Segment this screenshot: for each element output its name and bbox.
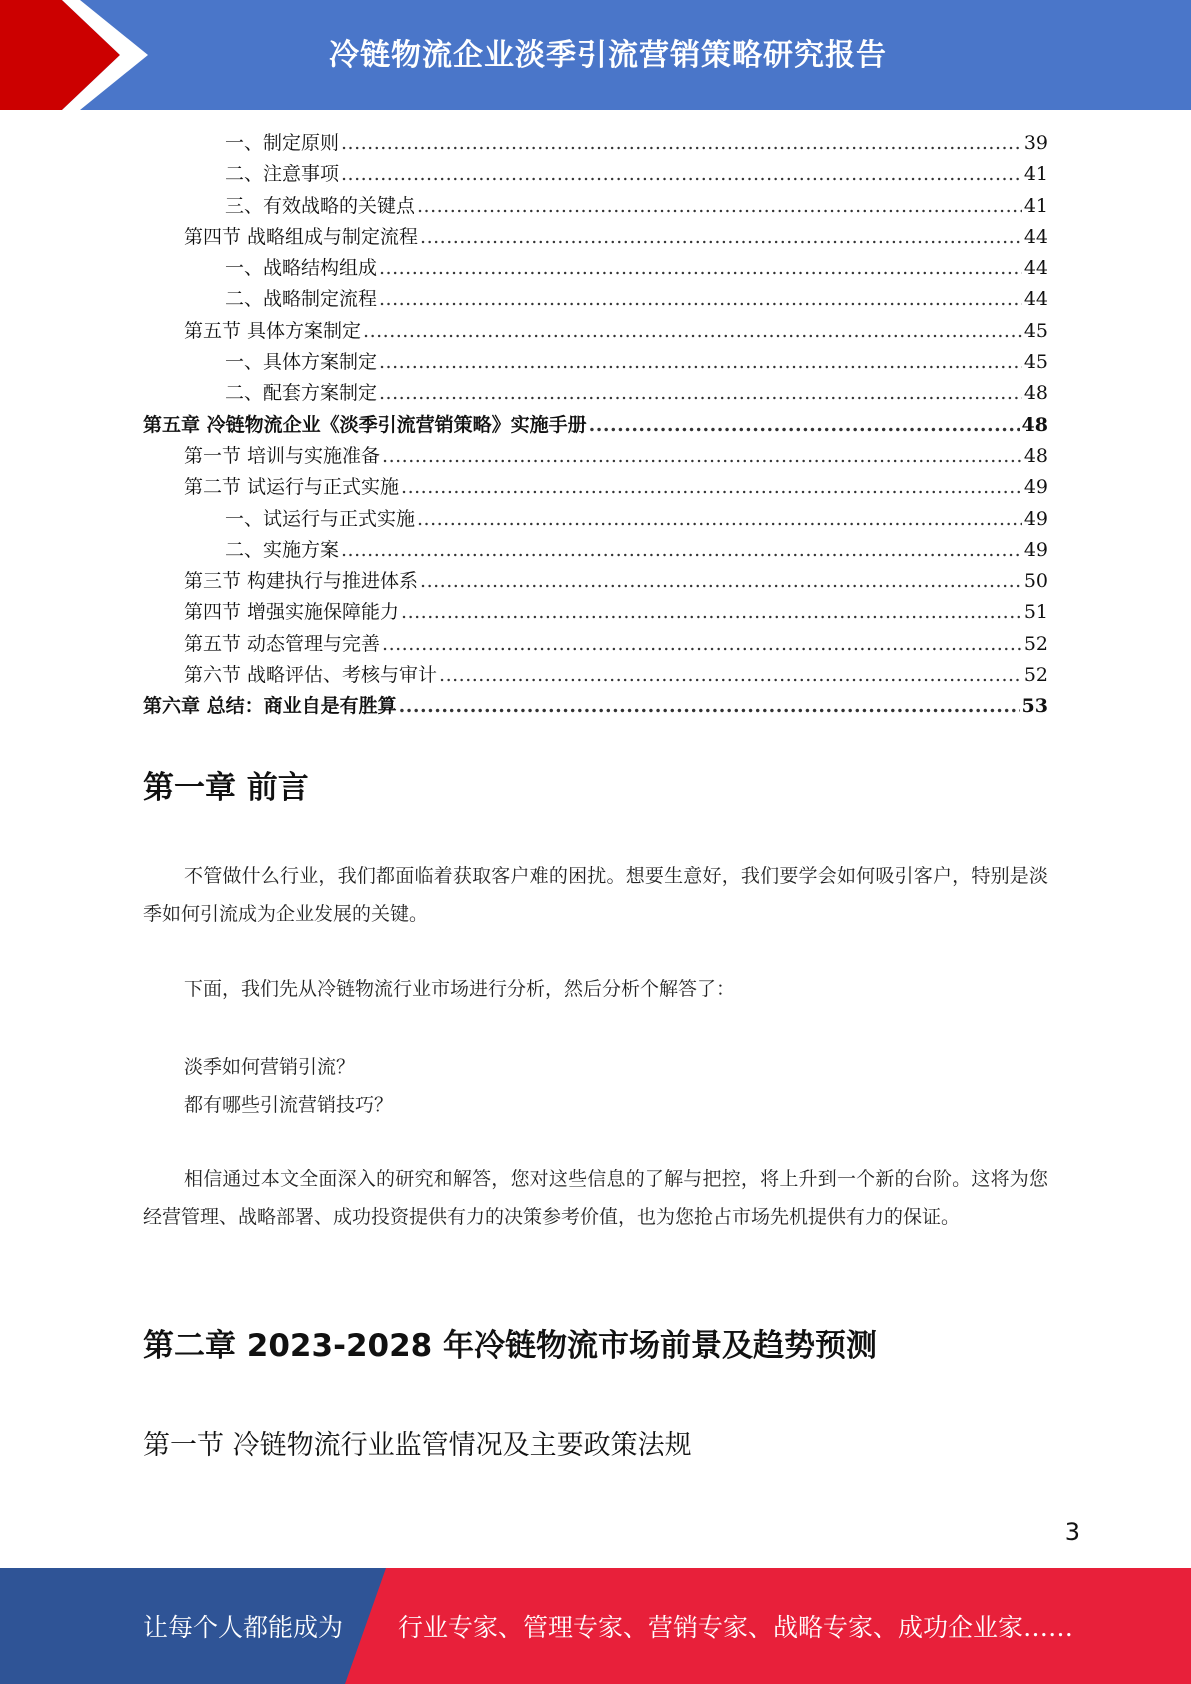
toc-entry-page: 49 bbox=[1023, 476, 1048, 499]
toc-entry-page: 48 bbox=[1021, 413, 1048, 436]
toc-entry-page: 44 bbox=[1023, 257, 1048, 280]
toc-entry-page: 44 bbox=[1023, 288, 1048, 311]
toc-entry-page: 48 bbox=[1023, 382, 1048, 405]
toc-entry[interactable] bbox=[143, 159, 1048, 190]
toc-entry[interactable] bbox=[143, 660, 1048, 691]
toc-entry[interactable] bbox=[143, 597, 1048, 628]
report-title: 冷链物流企业淡季引流营销策略研究报告 bbox=[329, 38, 887, 73]
toc-leader-dots bbox=[417, 191, 1022, 222]
toc-chapter-entry[interactable] bbox=[143, 410, 1048, 441]
toc-leader-dots bbox=[401, 597, 1022, 628]
toc-entry[interactable] bbox=[143, 629, 1048, 660]
toc-leader-dots bbox=[399, 691, 1020, 722]
toc-leader-dots bbox=[420, 222, 1022, 253]
intro-paragraph-3: 相信通过本文全面深入的研究和解答，您对这些信息的了解与把控，将上升到一个新的台阶。这将为您经营管理、战略部署、成功投资提供有力的决策参考价值，也为您抢占市场先机提供有力的保证。 bbox=[143, 1168, 1048, 1228]
intro-paragraph-2: 下面，我们先从冷链物流行业市场进行分析，然后分析个解答了： bbox=[184, 978, 736, 1000]
toc-entry-label: 第二节 试运行与正式实施 bbox=[184, 476, 400, 499]
toc-leader-dots bbox=[589, 410, 1020, 441]
section-1-heading: 第一节 冷链物流行业监管情况及主要政策法规 bbox=[143, 1430, 692, 1461]
toc-entry-label: 第四节 战略组成与制定流程 bbox=[184, 225, 419, 248]
question-line-2: 都有哪些引流营销技巧？ bbox=[184, 1094, 394, 1116]
toc-entry[interactable] bbox=[143, 347, 1048, 378]
toc-entry-label: 第一节 培训与实施准备 bbox=[184, 444, 381, 467]
toc-leader-dots bbox=[341, 535, 1022, 566]
toc-entry-page: 48 bbox=[1023, 444, 1048, 467]
toc-leader-dots bbox=[382, 629, 1022, 660]
toc-entry[interactable] bbox=[143, 535, 1048, 566]
toc-leader-dots bbox=[341, 128, 1022, 159]
page-number: 3 bbox=[1064, 1518, 1080, 1546]
toc-leader-dots bbox=[379, 253, 1022, 284]
toc-chapter-entry[interactable] bbox=[143, 691, 1048, 722]
toc-entry-label: 第四节 增强实施保障能力 bbox=[184, 601, 400, 624]
toc-entry-label: 第五节 动态管理与完善 bbox=[184, 632, 381, 655]
toc-entry[interactable] bbox=[143, 191, 1048, 222]
toc-entry[interactable] bbox=[143, 128, 1048, 159]
toc-entry-label: 第五章 冷链物流企业《淡季引流营销策略》实施手册 bbox=[143, 413, 587, 436]
toc-entry-page: 49 bbox=[1023, 507, 1048, 530]
toc-entry-page: 50 bbox=[1023, 570, 1048, 593]
toc-entry-label: 第五节 具体方案制定 bbox=[184, 319, 362, 342]
toc-entry[interactable] bbox=[143, 378, 1048, 409]
toc-entry-page: 52 bbox=[1023, 664, 1048, 687]
chapter-2-heading: 第二章 2023-2028 年冷链物流市场前景及趋势预测 bbox=[143, 1328, 878, 1364]
toc-leader-dots bbox=[379, 284, 1022, 315]
toc-entry-page: 53 bbox=[1021, 695, 1048, 718]
toc-entry[interactable] bbox=[143, 253, 1048, 284]
toc-entry-label: 一、试运行与正式实施 bbox=[225, 507, 416, 530]
toc-leader-dots bbox=[341, 159, 1022, 190]
toc-leader-dots bbox=[379, 378, 1022, 409]
toc-entry-page: 41 bbox=[1023, 163, 1048, 186]
toc-entry-label: 二、战略制定流程 bbox=[225, 288, 378, 311]
toc-leader-dots bbox=[379, 347, 1022, 378]
chapter-1-heading: 第一章 前言 bbox=[143, 770, 309, 806]
question-line-1: 淡季如何营销引流？ bbox=[184, 1056, 356, 1078]
toc-entry[interactable] bbox=[143, 222, 1048, 253]
toc-entry[interactable] bbox=[143, 441, 1048, 472]
toc-entry-label: 二、注意事项 bbox=[225, 163, 340, 186]
table-of-contents bbox=[143, 128, 1048, 723]
footer-slogan-left: 让每个人都能成为 bbox=[143, 1613, 344, 1642]
toc-entry-label: 第六节 战略评估、考核与审计 bbox=[184, 664, 438, 687]
toc-entry[interactable] bbox=[143, 284, 1048, 315]
toc-leader-dots bbox=[363, 316, 1022, 347]
toc-entry-label: 第六章 总结：商业自是有胜算 bbox=[143, 695, 397, 718]
toc-entry-page: 39 bbox=[1023, 132, 1048, 154]
toc-entry-label: 一、战略结构组成 bbox=[225, 257, 378, 280]
intro-paragraph-1: 不管做什么行业，我们都面临着获取客户难的困扰。想要生意好，我们要学会如何吸引客户，特别是淡季如何引流成为企业发展的关键。 bbox=[143, 865, 1048, 925]
toc-entry[interactable] bbox=[143, 472, 1048, 503]
toc-entry-label: 二、实施方案 bbox=[225, 538, 340, 561]
toc-entry[interactable] bbox=[143, 316, 1048, 347]
toc-entry-page: 44 bbox=[1023, 225, 1048, 248]
toc-entry-page: 41 bbox=[1023, 194, 1048, 217]
footer-slogan-right: 行业专家、管理专家、营销专家、战略专家、成功企业家…… bbox=[398, 1613, 1074, 1642]
toc-entry-page: 45 bbox=[1023, 319, 1048, 342]
toc-leader-dots bbox=[420, 566, 1022, 597]
toc-leader-dots bbox=[417, 504, 1022, 535]
toc-entry-label: 二、配套方案制定 bbox=[225, 382, 378, 405]
toc-entry-page: 45 bbox=[1023, 351, 1048, 374]
page-header bbox=[0, 0, 1191, 110]
toc-entry-label: 三、有效战略的关键点 bbox=[225, 194, 416, 217]
toc-entry-page: 49 bbox=[1023, 538, 1048, 561]
toc-entry-page: 51 bbox=[1023, 601, 1048, 624]
page-footer bbox=[0, 1568, 1191, 1684]
toc-leader-dots bbox=[439, 660, 1022, 691]
toc-entry[interactable] bbox=[143, 504, 1048, 535]
toc-entry-page: 52 bbox=[1023, 632, 1048, 655]
toc-entry-label: 一、制定原则 bbox=[225, 132, 340, 154]
toc-leader-dots bbox=[382, 441, 1022, 472]
toc-entry[interactable] bbox=[143, 566, 1048, 597]
toc-entry-label: 第三节 构建执行与推进体系 bbox=[184, 570, 419, 593]
toc-entry-label: 一、具体方案制定 bbox=[225, 351, 378, 374]
toc-leader-dots bbox=[401, 472, 1022, 503]
